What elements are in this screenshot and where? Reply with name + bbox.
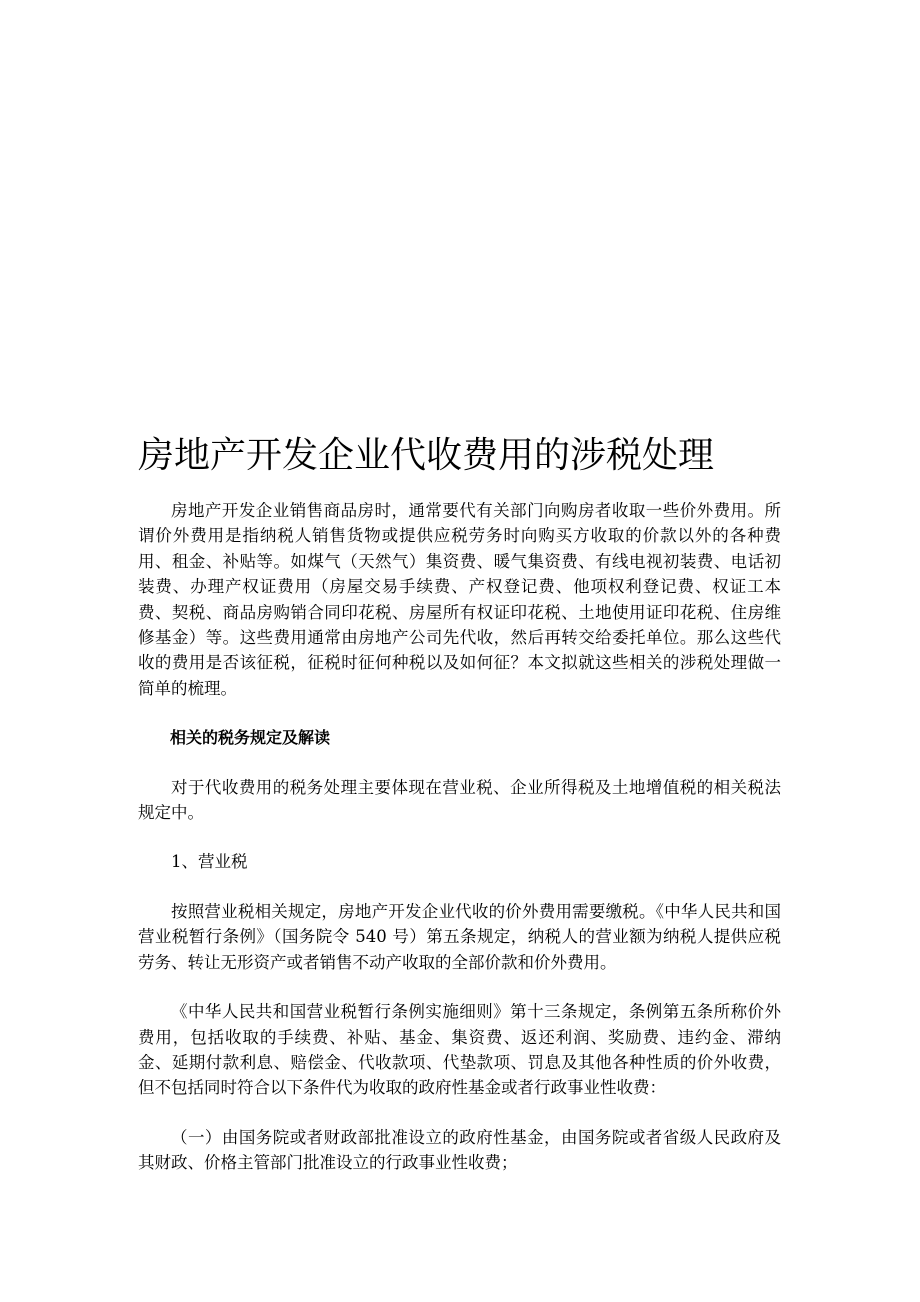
body-paragraph: 《中华人民共和国营业税暂行条例实施细则》第十三条规定，条例第五条所称价外费用，包括收取的手续费、补贴、基金、集资费、返还利润、奖励费、违约金、滞纳金、延期付款利息、赔偿金、代收款项、代垫款项、罚息及其他各种性质的价外收费，但不包括同时符合以下条件代为收取的政府性基金或者行政事业性收费： xyxy=(138,1002,781,1098)
intro-paragraph: 房地产开发企业销售商品房时，通常要代有关部门向购房者收取一些价外费用。所谓价外费用是指纳税人销售货物或提供应税劳务时向购买方收取的价款以外的各种费用、租金、补贴等。如煤气（天然气）集资费、暖气集资费、有线电视初装费、电话初装费、办理产权证费用（房屋交易手续费、产权登记费、他项权利登记费、权证工本费、契税、商品房购销合同印花税、房屋所有权证印花税、土地使用证印花税、住房维修基金）等。这些费用通常由房地产公司先代收，然后再转交给委托单位。那么这些代收的费用是否该征税，征税时征何种税以及如何征？本文拟就这些相关的涉税处理做一简单的梳理。 xyxy=(138,501,781,698)
body-paragraph: （一）由国务院或者财政部批准设立的政府性基金，由国务院或者省级人民政府及其财政、价格主管部门批准设立的行政事业性收费； xyxy=(138,1127,781,1173)
document-body xyxy=(138,498,781,1200)
body-paragraph: 按照营业税相关规定，房地产开发企业代收的价外费用需要缴税。《中华人民共和国营业税暂行条例》（国务院令 540 号）第五条规定，纳税人的营业额为纳税人提供应税劳务、转让无形资产或者销售不动产收取的全部价款和价外费用。 xyxy=(138,901,781,972)
document-title: 房地产开发企业代收费用的涉税处理 xyxy=(138,435,715,476)
subsection-heading: 1、营业税 xyxy=(171,852,248,872)
section-heading: 相关的税务规定及解读 xyxy=(170,728,331,748)
body-paragraph: 对于代收费用的税务处理主要体现在营业税、企业所得税及土地增值税的相关税法规定中。 xyxy=(138,777,781,823)
